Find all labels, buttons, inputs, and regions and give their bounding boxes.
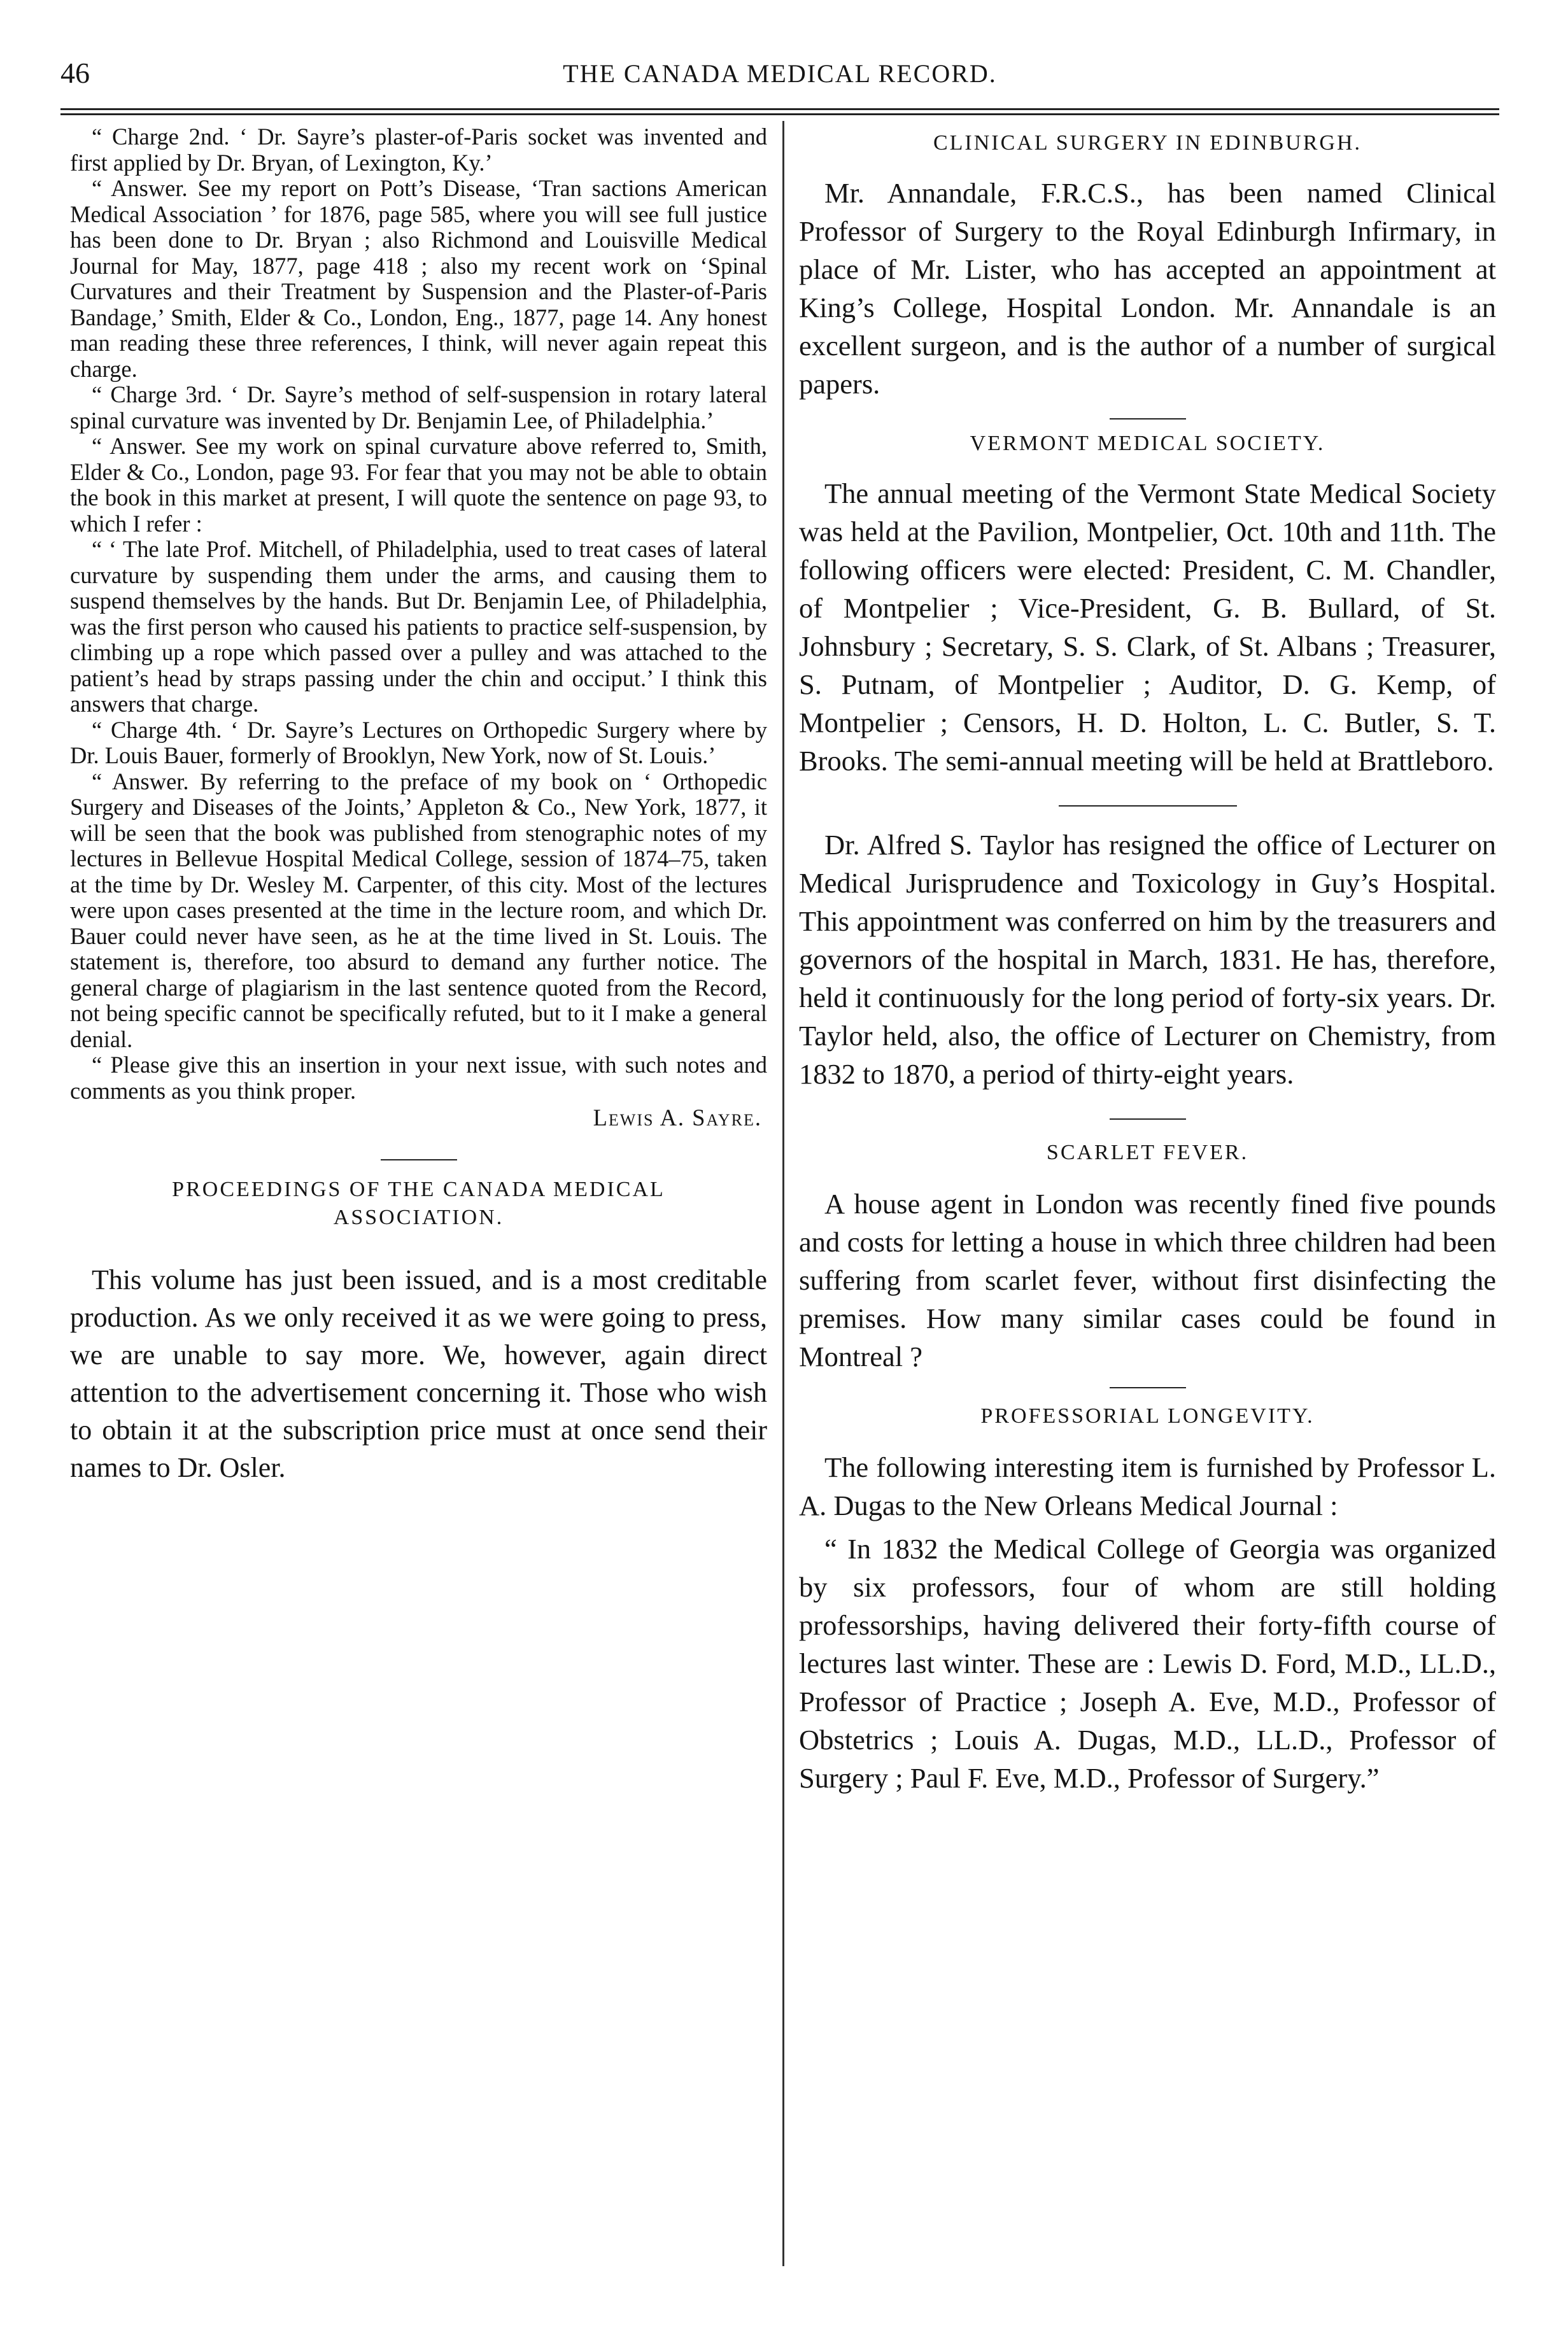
paragraph: “ In 1832 the Medical College of Georgia was organized by six professors, four of whom are still holding professorships, having delivered their forty-fifth course of lectures last winter. These are : Lewis D. Ford, M.D., LL.D., Professor of Practice ; Joseph A. Eve, M.D., Professor of Obstetrics ; Louis A. Dugas, M.D., LL.D., Professor of Surgery ; Paul F. Eve, M.D., Professor of Surgery.” (799, 1533, 1496, 1794)
section-heading: VERMONT MEDICAL SOCIETY. (970, 432, 1325, 455)
left-column (70, 124, 767, 1486)
signature: Lewis A. Sayre. (593, 1104, 762, 1131)
paragraph: The annual meeting of the Vermont State Medical Society was held at the Pavilion, Montpelier, Oct. 10th and 11th. The following officers were elected: President, C. M. Chandler, of Montpelier ; Vice-President, G. B. Bullard, of St. Johnsbury ; Secretary, S. S. Clark, of St. Albans ; Treasurer, S. Putnam, of Montpelier ; Auditor, D. G. Kemp, of Montpelier ; Censors, H. D. Holton, L. C. Butler, S. T. Brooks. The semi-annual meeting will be held at Brattleboro. (799, 477, 1496, 777)
paragraph: “ Answer. See my work on spinal curvature above referred to, Smith, Elder & Co., London, page 93. For fear that you may not be able to obtain the book in this market at present, I will quote the sentence on page 93, to which I refer : (70, 433, 767, 537)
paragraph: The following interesting item is furnished by Professor L. A. Dugas to the New Orleans Medical Journal : (799, 1451, 1496, 1521)
paragraph: “ ‘ The late Prof. Mitchell, of Philadelphia, used to treat cases of lateral curvature by suspending them under the arms, and causing them to suspend themselves by the hands. But Dr. Benjamin Lee, of Philadelphia, was the first person who caused his patients to practice self-suspension, by climbing up a rope which passed over a pulley and was attached to the patient’s head by straps passing under the chin and occiput.’ I think this answers that charge. (70, 536, 767, 717)
section-divider (1059, 805, 1237, 807)
paragraph: “ Answer. By referring to the preface of my book on ‘ Orthopedic Surgery and Diseases of the Joints,’ Appleton & Co., New York, 1877, it will be seen that the book was published from stenographic notes of my lectures in Bellevue Hospital Medical College, session of 1874–75, taken at the time by Dr. Wesley M. Carpenter, of this city. Most of the lectures were upon cases presented at the time in the lecture room, and which Dr. Bauer could never have seen, as he at the time lived in St. Louis. The statement is, therefore, too absurd to demand any further notice. The general charge of plagiarism in the last sentence quoted from the Record, not being specific cannot be specifically refuted, but to it I make a general denial. (70, 768, 767, 1052)
paragraph: “ Please give this an insertion in your next issue, with such notes and comments as you think proper. (70, 1052, 767, 1104)
section-divider (1110, 418, 1186, 419)
header-rule-top (60, 108, 1499, 110)
page-header (60, 56, 1499, 101)
running-head: THE CANADA MEDICAL RECORD. (563, 59, 997, 88)
paragraph: “ Charge 4th. ‘ Dr. Sayre’s Lectures on Orthopedic Surgery where by Dr. Louis Bauer, formerly of Brooklyn, New York, now of St. Louis.’ (70, 716, 767, 768)
section-divider (1110, 1118, 1186, 1120)
section-divider (1110, 1387, 1186, 1388)
right-column (799, 124, 1496, 1797)
paragraph: Dr. Alfred S. Taylor has resigned the office of Lecturer on Medical Jurisprudence and Toxicology in Guy’s Hospital. This appointment was conferred on him by the treasurers and governors of the hospital in March, 1831. He has, therefore, held it continuously for the long period of forty-six years. Dr. Taylor held, also, the office of Lecturer on Chemistry, from 1832 to 1870, a period of thirty-eight years. (799, 829, 1496, 1090)
column-divider (782, 121, 784, 2266)
paragraph: “ Charge 3rd. ‘ Dr. Sayre’s method of self-suspension in rotary lateral spinal curvature was invented by Dr. Benjamin Lee, of Philadelphia.’ (70, 381, 767, 433)
section-heading: CLINICAL SURGERY IN EDINBURGH. (933, 131, 1362, 155)
paragraph: Mr. Annandale, F.R.C.S., has been named Clinical Professor of Surgery to the Royal Edinburgh Infirmary, in place of Mr. Lister, who has accepted an appointment at King’s College, Hospital London. Mr. Annandale is an excellent surgeon, and is the author of a number of surgical papers. (799, 177, 1496, 400)
header-rule-bottom (60, 113, 1499, 115)
paragraph: This volume has just been issued, and is a most creditable production. As we only received it as we were going to press, we are unable to say more. We, however, again direct attention to the advertisement concerning it. Those who wish to obtain it at the subscription price must at once send their names to Dr. Osler. (70, 1264, 767, 1483)
paragraph: “ Charge 2nd. ‘ Dr. Sayre’s plaster-of-Paris socket was invented and first applied by Dr. Bryan, of Lexington, Ky.’ (70, 123, 767, 176)
section-heading: PROFESSORIAL LONGEVITY. (980, 1404, 1315, 1428)
section-divider (381, 1159, 457, 1160)
paragraph: A house agent in London was recently fined five pounds and costs for letting a house in which three children had been suffering from scarlet fever, without first disinfecting the premises. How many similar cases could be found in Montreal ? (799, 1188, 1496, 1372)
section-heading: SCARLET FEVER. (1046, 1141, 1249, 1164)
paragraph: “ Answer. See my report on Pott’s Disease, ‘Tran sactions American Medical Association ’ for 1876, page 585, where you will see full justice has been done to Dr. Bryan ; also Richmond and Louisville Medical Journal for May, 1877, page 418 ; also my recent work on ‘Spinal Curvatures and their Treatment by Suspension and the Plaster-of-Paris Bandage,’ Smith, Elder & Co., London, Eng., 1877, page 14. Any honest man reading these three references, I think, will never again repeat this charge. (70, 175, 767, 382)
section-heading: PROCEEDINGS OF THE CANADA MEDICAL ASSOCIATION. (172, 1177, 665, 1229)
page-number: 46 (60, 57, 90, 89)
